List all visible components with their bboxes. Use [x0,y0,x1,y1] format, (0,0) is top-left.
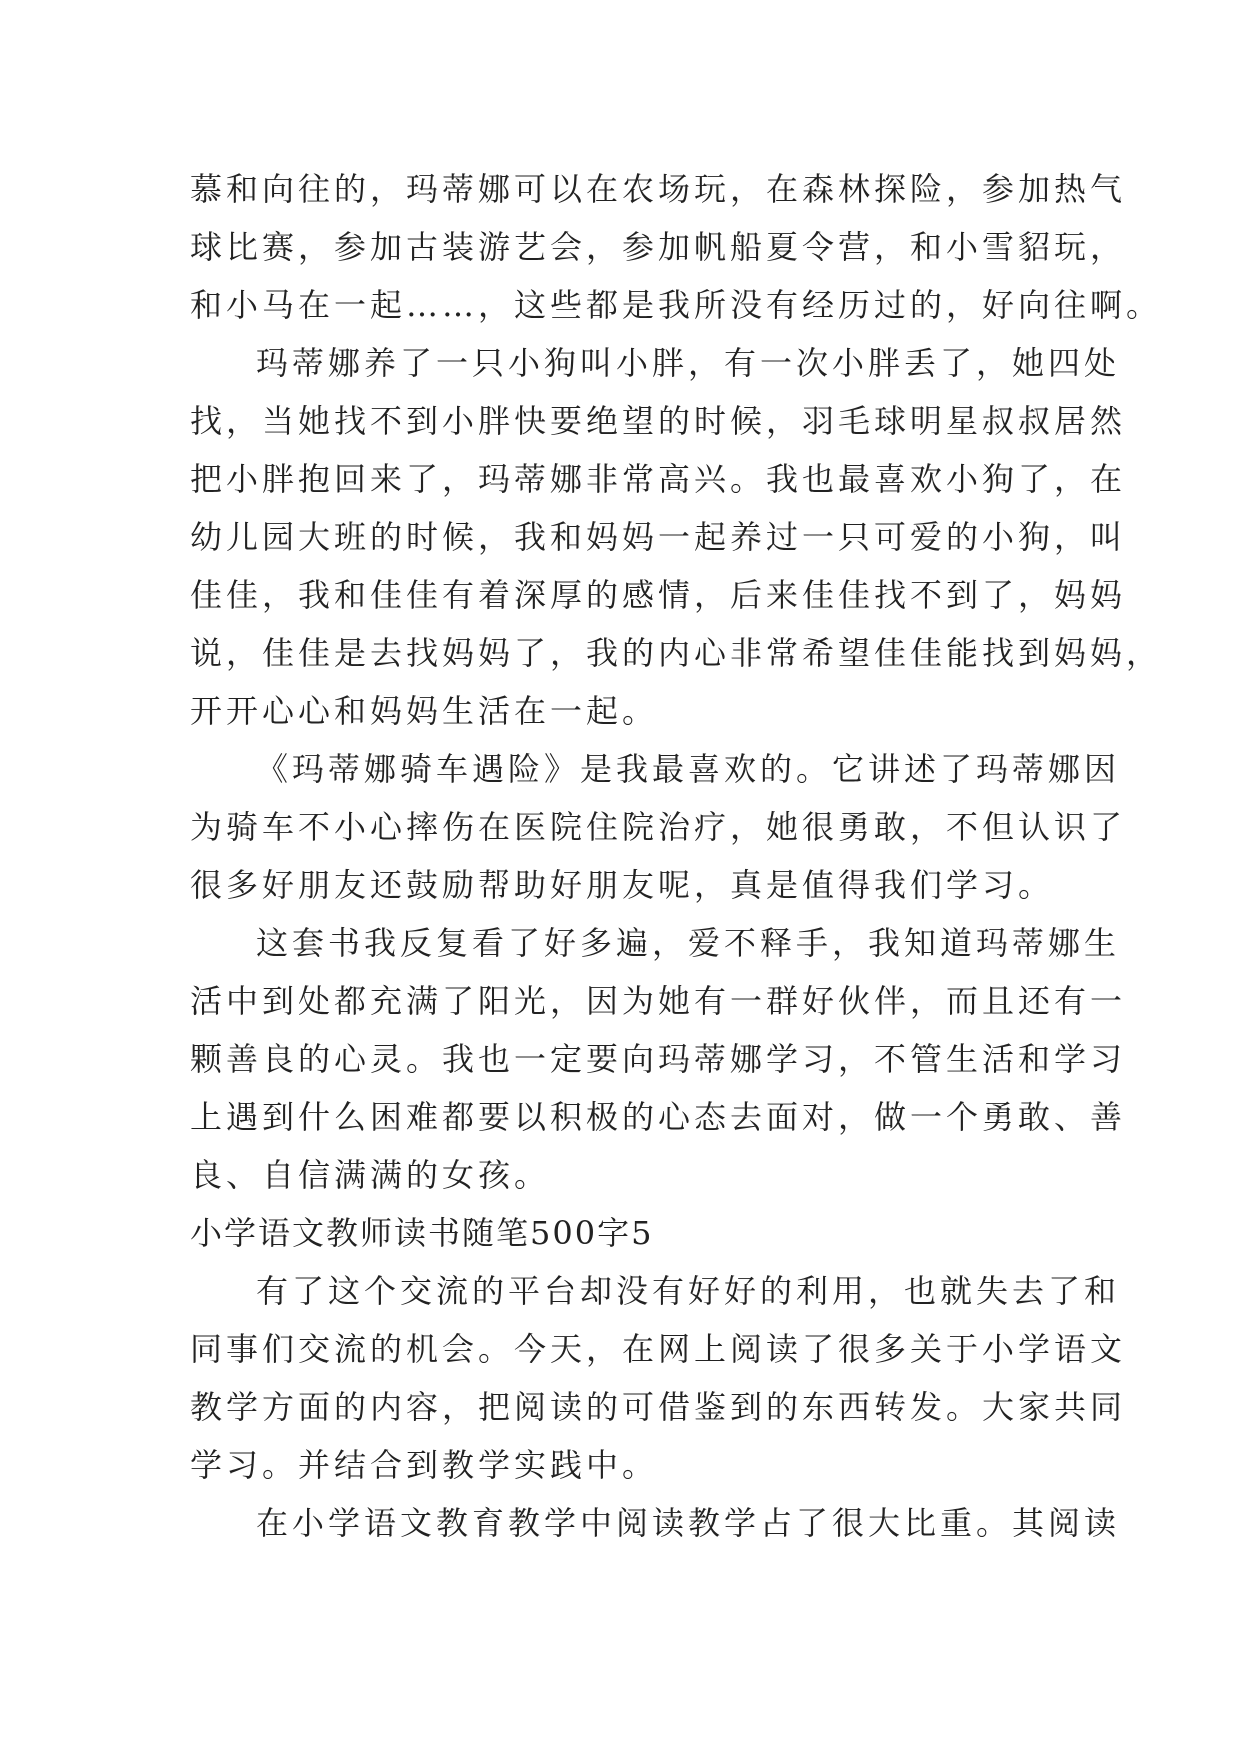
text-line: 颗善良的心灵。我也一定要向玛蒂娜学习，不管生活和学习 [190,1040,1127,1078]
text-line: 幼儿园大班的时候，我和妈妈一起养过一只可爱的小狗，叫 [190,518,1127,556]
section-paragraph-1 [190,1262,1127,1494]
text-line: 上遇到什么困难都要以积极的心态去面对，做一个勇敢、善 [190,1098,1127,1136]
text-line: 球比赛，参加古装游艺会，参加帆船夏令营，和小雪貂玩， [190,228,1127,266]
paragraph-3 [190,740,1127,914]
text-line: 在小学语文教育教学中阅读教学占了很大比重。其阅读 [256,1504,1121,1542]
text-line: 学习。并结合到教学实践中。 [190,1446,659,1484]
paragraph-4 [190,914,1127,1204]
text-line: 说，佳佳是去找妈妈了，我的内心非常希望佳佳能找到妈妈， [190,634,1163,672]
text-line: 开开心心和妈妈生活在一起。 [190,692,659,730]
text-line: 和小马在一起……，这些都是我所没有经历过的，好向往啊。 [190,286,1163,324]
paragraph-1 [190,160,1163,334]
document-body [190,160,1163,1552]
text-line: 为骑车不小心摔伤在医院住院治疗，她很勇敢，不但认识了 [190,808,1127,846]
text-line: 找，当她找不到小胖快要绝望的时候，羽毛球明星叔叔居然 [190,402,1127,440]
text-line: 佳佳，我和佳佳有着深厚的感情，后来佳佳找不到了，妈妈 [190,576,1127,614]
text-line: 活中到处都充满了阳光，因为她有一群好伙伴，而且还有一 [190,982,1127,1020]
text-line: 有了这个交流的平台却没有好好的利用，也就失去了和 [256,1272,1121,1310]
section-heading: 小学语文教师读书随笔500字5 [190,1214,654,1252]
text-line: 这套书我反复看了好多遍，爱不释手，我知道玛蒂娜生 [256,924,1121,962]
section-paragraph-2 [190,1494,1121,1552]
text-line: 《玛蒂娜骑车遇险》是我最喜欢的。它讲述了玛蒂娜因 [256,750,1121,788]
text-line: 很多好朋友还鼓励帮助好朋友呢，真是值得我们学习。 [190,866,1055,904]
text-line: 玛蒂娜养了一只小狗叫小胖，有一次小胖丢了，她四处 [256,344,1121,382]
paragraph-2 [190,334,1163,740]
text-line: 把小胖抱回来了，玛蒂娜非常高兴。我也最喜欢小狗了，在 [190,460,1127,498]
text-line: 教学方面的内容，把阅读的可借鉴到的东西转发。大家共同 [190,1388,1127,1426]
text-line: 慕和向往的，玛蒂娜可以在农场玩，在森林探险，参加热气 [190,170,1127,208]
text-line: 良、自信满满的女孩。 [190,1156,551,1194]
text-line: 同事们交流的机会。今天，在网上阅读了很多关于小学语文 [190,1330,1127,1368]
